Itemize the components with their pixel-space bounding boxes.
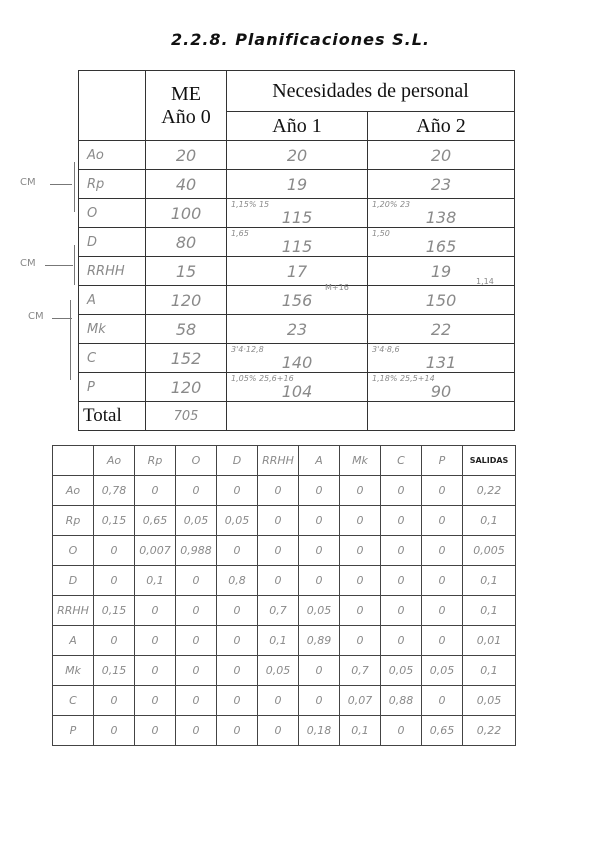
matrix-cell: 0	[176, 566, 217, 596]
matrix-row	[53, 656, 516, 686]
matrix-cell: 0,1	[258, 626, 299, 656]
matrix-cell: 0	[340, 536, 381, 566]
matrix-cell: 0	[340, 566, 381, 596]
matrix-col-header: D	[217, 446, 258, 476]
year1-value: 115	[281, 236, 313, 256]
year1-calc-note: 1,65	[231, 229, 249, 238]
matrix-cell: 0	[217, 656, 258, 686]
total-year1	[227, 402, 368, 431]
year2-cell	[368, 344, 515, 373]
year2-cell	[368, 141, 515, 170]
matrix-cell: 0	[217, 626, 258, 656]
matrix-row-label: P	[53, 716, 94, 746]
year1-value: 115	[281, 207, 313, 227]
row-label: Rp	[79, 170, 146, 199]
year2-calc-note: 1,20% 23	[372, 200, 411, 209]
year1-value: 23	[286, 319, 308, 339]
year1-header: Año 1	[227, 112, 368, 141]
needs-row	[79, 373, 515, 402]
side-bracket-1	[74, 162, 75, 212]
year1-cell	[227, 170, 368, 199]
matrix-cell: 0,05	[176, 506, 217, 536]
year2-cell	[368, 170, 515, 199]
matrix-col-header: O	[176, 446, 217, 476]
year0-value: 80	[146, 228, 227, 257]
matrix-cell: 0,15	[94, 656, 135, 686]
year1-cell	[227, 344, 368, 373]
side-bracket-3	[70, 300, 71, 380]
row-label: D	[79, 228, 146, 257]
matrix-col-header: RRHH	[258, 446, 299, 476]
year1-cell	[227, 315, 368, 344]
matrix-cell: 0	[422, 536, 463, 566]
matrix-cell: 0	[381, 506, 422, 536]
matrix-col-header: C	[381, 446, 422, 476]
total-label: Total	[79, 402, 146, 431]
matrix-cell: 0	[258, 686, 299, 716]
matrix-cell: 0	[422, 566, 463, 596]
year1-cell	[227, 373, 368, 402]
year1-value: 156	[281, 290, 313, 310]
year1-cell	[227, 257, 368, 286]
matrix-cell: 0,65	[135, 506, 176, 536]
matrix-cell: 0	[258, 536, 299, 566]
row-label: A	[79, 286, 146, 315]
salidas-cell: 0,01	[463, 626, 516, 656]
matrix-cell: 0	[299, 536, 340, 566]
row-label: Ao	[79, 141, 146, 170]
needs-row	[79, 315, 515, 344]
me-header-line1: ME	[171, 82, 201, 105]
matrix-row-label: Rp	[53, 506, 94, 536]
matrix-row-label: D	[53, 566, 94, 596]
matrix-cell: 0	[258, 566, 299, 596]
year1-value: 17	[286, 261, 308, 281]
year2-value: 131	[425, 352, 457, 372]
matrix-cell: 0	[422, 686, 463, 716]
matrix-corner-cell	[53, 446, 94, 476]
matrix-cell: 0	[217, 476, 258, 506]
salidas-cell: 0,05	[463, 686, 516, 716]
matrix-cell: 0	[299, 476, 340, 506]
matrix-col-header: Ao	[94, 446, 135, 476]
matrix-cell: 0	[94, 566, 135, 596]
year2-calc-note: 1,50	[372, 229, 390, 238]
matrix-cell: 0	[94, 626, 135, 656]
matrix-cell: 0	[340, 626, 381, 656]
matrix-cell: 0	[135, 626, 176, 656]
side-note-1: M+16	[325, 283, 349, 292]
matrix-cell: 0,8	[217, 566, 258, 596]
matrix-cell: 0	[176, 476, 217, 506]
needs-row	[79, 141, 515, 170]
year0-value: 58	[146, 315, 227, 344]
matrix-cell: 0,65	[422, 716, 463, 746]
year2-cell	[368, 373, 515, 402]
matrix-cell: 0	[340, 476, 381, 506]
side-tick-1	[50, 184, 72, 185]
needs-row	[79, 286, 515, 315]
matrix-cell: 0	[94, 716, 135, 746]
year2-value: 23	[430, 174, 452, 194]
matrix-cell: 0	[422, 506, 463, 536]
matrix-cell: 0	[135, 476, 176, 506]
empty-header-cell	[79, 71, 146, 141]
matrix-cell: 0	[340, 506, 381, 536]
year1-value: 140	[281, 352, 313, 372]
matrix-row	[53, 476, 516, 506]
matrix-cell: 0	[94, 686, 135, 716]
side-tick-2	[45, 265, 73, 266]
matrix-cell: 0	[422, 476, 463, 506]
year2-calc-note: 3'4·8,6	[372, 345, 400, 354]
year2-cell	[368, 315, 515, 344]
year1-cell	[227, 199, 368, 228]
matrix-row	[53, 596, 516, 626]
matrix-cell: 0,07	[340, 686, 381, 716]
matrix-cell: 0	[381, 536, 422, 566]
matrix-cell: 0	[217, 716, 258, 746]
side-tick-3	[52, 318, 72, 319]
matrix-cell: 0,05	[217, 506, 258, 536]
matrix-cell: 0	[381, 476, 422, 506]
matrix-cell: 0,05	[381, 656, 422, 686]
matrix-col-header: A	[299, 446, 340, 476]
year0-value: 120	[146, 286, 227, 315]
year0-value: 152	[146, 344, 227, 373]
salidas-cell: 0,1	[463, 566, 516, 596]
salidas-cell: 0,1	[463, 656, 516, 686]
salidas-cell: 0,22	[463, 476, 516, 506]
matrix-cell: 0,05	[258, 656, 299, 686]
matrix-cell: 0,988	[176, 536, 217, 566]
salidas-cell: 0,22	[463, 716, 516, 746]
matrix-cell: 0	[217, 686, 258, 716]
matrix-cell: 0,88	[381, 686, 422, 716]
me-year0-header	[146, 71, 227, 141]
matrix-row	[53, 506, 516, 536]
page-title: 2.2.8. Planificaciones S.L.	[171, 30, 430, 49]
row-label: Mk	[79, 315, 146, 344]
year1-cell	[227, 228, 368, 257]
matrix-row	[53, 566, 516, 596]
matrix-row	[53, 716, 516, 746]
matrix-row-label: RRHH	[53, 596, 94, 626]
year1-value: 19	[286, 174, 308, 194]
matrix-cell: 0	[381, 716, 422, 746]
matrix-cell: 0	[135, 716, 176, 746]
year0-value: 120	[146, 373, 227, 402]
year1-value: 20	[286, 145, 308, 165]
matrix-row-label: Mk	[53, 656, 94, 686]
matrix-cell: 0	[176, 716, 217, 746]
year2-header: Año 2	[368, 112, 515, 141]
year1-calc-note: 1,15% 15	[231, 200, 270, 209]
matrix-cell: 0	[94, 536, 135, 566]
row-label: O	[79, 199, 146, 228]
row-label: RRHH	[79, 257, 146, 286]
matrix-cell: 0,05	[299, 596, 340, 626]
matrix-cell: 0	[381, 596, 422, 626]
matrix-cell: 0	[258, 506, 299, 536]
row-label: P	[79, 373, 146, 402]
matrix-cell: 0,1	[135, 566, 176, 596]
matrix-cell: 0	[381, 566, 422, 596]
matrix-cell: 0,89	[299, 626, 340, 656]
matrix-row	[53, 626, 516, 656]
year2-value: 165	[425, 236, 457, 256]
year2-cell	[368, 286, 515, 315]
year0-value: 20	[146, 141, 227, 170]
total-year0: 705	[146, 402, 227, 431]
needs-header: Necesidades de personal	[227, 71, 515, 112]
salidas-header: SALIDAS	[463, 446, 516, 476]
year2-value: 138	[425, 207, 457, 227]
year2-value: 22	[430, 319, 452, 339]
matrix-cell: 0,1	[340, 716, 381, 746]
salidas-cell: 0,005	[463, 536, 516, 566]
year0-value: 100	[146, 199, 227, 228]
year0-value: 40	[146, 170, 227, 199]
matrix-cell: 0	[299, 686, 340, 716]
needs-row	[79, 257, 515, 286]
matrix-cell: 0,78	[94, 476, 135, 506]
needs-row	[79, 228, 515, 257]
matrix-cell: 0	[176, 656, 217, 686]
matrix-cell: 0	[176, 686, 217, 716]
matrix-row-label: A	[53, 626, 94, 656]
matrix-cell: 0,15	[94, 506, 135, 536]
year2-cell	[368, 199, 515, 228]
year2-cell	[368, 228, 515, 257]
side-label-cm-1: CM	[20, 177, 36, 188]
matrix-cell: 0,7	[258, 596, 299, 626]
matrix-row	[53, 536, 516, 566]
matrix-cell: 0	[135, 656, 176, 686]
matrix-col-header: P	[422, 446, 463, 476]
matrix-cell: 0	[176, 626, 217, 656]
matrix-row-label: C	[53, 686, 94, 716]
matrix-row-label: O	[53, 536, 94, 566]
total-year2	[368, 402, 515, 431]
matrix-row	[53, 686, 516, 716]
matrix-col-header: Mk	[340, 446, 381, 476]
year1-value: 104	[281, 381, 313, 401]
matrix-row-label: Ao	[53, 476, 94, 506]
matrix-cell: 0	[135, 686, 176, 716]
transition-matrix-table	[52, 445, 516, 746]
matrix-cell: 0	[258, 476, 299, 506]
matrix-cell: 0	[340, 596, 381, 626]
year1-cell	[227, 141, 368, 170]
side-label-cm-3: CM	[28, 311, 44, 322]
matrix-cell: 0	[217, 596, 258, 626]
matrix-cell: 0	[176, 596, 217, 626]
matrix-cell: 0	[135, 596, 176, 626]
salidas-cell: 0,1	[463, 596, 516, 626]
side-note-2: 1,14	[476, 277, 494, 286]
row-label: C	[79, 344, 146, 373]
year2-value: 20	[430, 145, 452, 165]
matrix-cell: 0	[299, 506, 340, 536]
matrix-cell: 0,007	[135, 536, 176, 566]
needs-row	[79, 170, 515, 199]
staffing-needs-table	[78, 70, 515, 431]
year2-value: 90	[430, 381, 452, 401]
matrix-cell: 0	[217, 536, 258, 566]
year0-value: 15	[146, 257, 227, 286]
needs-row	[79, 344, 515, 373]
matrix-cell: 0	[299, 656, 340, 686]
matrix-col-header: Rp	[135, 446, 176, 476]
matrix-cell: 0,15	[94, 596, 135, 626]
matrix-cell: 0	[258, 716, 299, 746]
matrix-cell: 0	[381, 626, 422, 656]
matrix-cell: 0	[422, 626, 463, 656]
year2-calc-note: 1,18% 25,5+14	[372, 374, 435, 383]
matrix-cell: 0,05	[422, 656, 463, 686]
me-header-line2: Año 0	[161, 105, 211, 128]
year1-calc-note: 3'4·12,8	[231, 345, 264, 354]
matrix-cell: 0	[422, 596, 463, 626]
matrix-cell: 0,18	[299, 716, 340, 746]
salidas-cell: 0,1	[463, 506, 516, 536]
matrix-cell: 0	[299, 566, 340, 596]
needs-row	[79, 199, 515, 228]
side-label-cm-2: CM	[20, 258, 36, 269]
year1-calc-note: 1,05% 25,6+16	[231, 374, 294, 383]
side-bracket-2	[74, 245, 75, 285]
matrix-cell: 0,7	[340, 656, 381, 686]
year2-value: 150	[425, 290, 457, 310]
matrix-header-row	[53, 446, 516, 476]
year2-value: 19	[430, 261, 452, 281]
